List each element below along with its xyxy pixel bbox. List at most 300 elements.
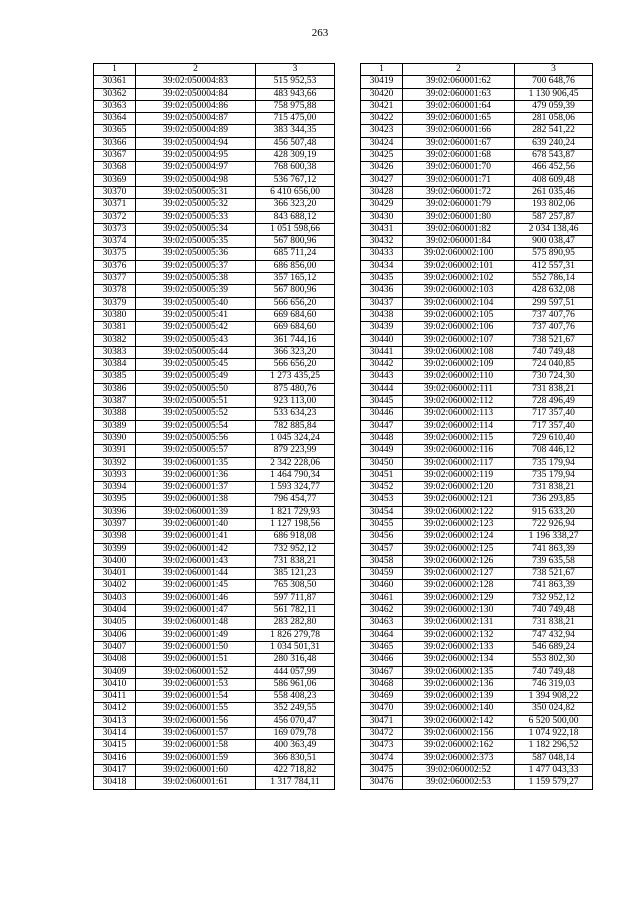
cadastral-number-cell: 39:02:050004:89 (136, 125, 256, 137)
cadastral-value-cell: 299 597,51 (515, 297, 593, 309)
cadastral-number-cell: 39:02:060002:124 (403, 531, 515, 543)
row-number-cell: 30384 (94, 359, 136, 371)
table-row (361, 641, 593, 653)
cadastral-value-cell: 1 196 338,27 (515, 531, 593, 543)
table-row (361, 359, 593, 371)
row-number-cell: 30364 (94, 113, 136, 125)
row-number-cell: 30475 (361, 764, 403, 776)
row-number-cell: 30454 (361, 506, 403, 518)
cadastral-value-cell: 366 323,20 (256, 346, 335, 358)
table-row (94, 445, 335, 457)
row-number-cell: 30446 (361, 408, 403, 420)
cadastral-number-cell: 39:02:050005:56 (136, 432, 256, 444)
row-number-cell: 30444 (361, 383, 403, 395)
cadastral-value-cell: 280 316,48 (256, 654, 335, 666)
row-number-cell: 30474 (361, 752, 403, 764)
cadastral-value-cell: 366 830,51 (256, 752, 335, 764)
row-number-cell: 30422 (361, 113, 403, 125)
row-number-cell: 30418 (94, 777, 136, 789)
cadastral-number-cell: 39:02:060001:36 (136, 469, 256, 481)
cadastral-value-cell: 1 477 043,33 (515, 764, 593, 776)
table-row (361, 777, 593, 789)
table-row (94, 420, 335, 432)
table-row (94, 777, 335, 789)
cadastral-number-cell: 39:02:060002:107 (403, 334, 515, 346)
table-row (361, 88, 593, 100)
table-row (361, 371, 593, 383)
cadastral-value-cell: 281 058,06 (515, 113, 593, 125)
cadastral-number-cell: 39:02:060001:41 (136, 531, 256, 543)
column-header-number: 1 (94, 64, 136, 76)
cadastral-number-cell: 39:02:060002:136 (403, 678, 515, 690)
cadastral-number-cell: 39:02:050004:86 (136, 100, 256, 112)
cadastral-number-cell: 39:02:060002:135 (403, 666, 515, 678)
cadastral-number-cell: 39:02:050005:36 (136, 248, 256, 260)
row-number-cell: 30445 (361, 396, 403, 408)
cadastral-value-cell: 736 293,85 (515, 494, 593, 506)
cadastral-value-cell: 385 121,23 (256, 568, 335, 580)
table-row (361, 666, 593, 678)
cadastral-value-cell: 366 323,20 (256, 199, 335, 211)
cadastral-number-cell: 39:02:050005:38 (136, 273, 256, 285)
cadastral-number-cell: 39:02:060001:80 (403, 211, 515, 223)
row-number-cell: 30425 (361, 150, 403, 162)
row-number-cell: 30393 (94, 469, 136, 481)
table-row (94, 580, 335, 592)
table-row (94, 728, 335, 740)
cadastral-number-cell: 39:02:060001:54 (136, 691, 256, 703)
table-row (361, 223, 593, 235)
table-row (361, 248, 593, 260)
cadastral-number-cell: 39:02:050004:98 (136, 174, 256, 186)
cadastral-value-cell: 1 464 790,34 (256, 469, 335, 481)
cadastral-number-cell: 39:02:060002:117 (403, 457, 515, 469)
cadastral-number-cell: 39:02:050005:35 (136, 236, 256, 248)
cadastral-number-cell: 39:02:060001:70 (403, 162, 515, 174)
table-row (94, 113, 335, 125)
cadastral-number-cell: 39:02:060001:62 (403, 76, 515, 88)
cadastral-value-cell: 261 035,46 (515, 186, 593, 198)
row-number-cell: 30362 (94, 88, 136, 100)
table-row (94, 469, 335, 481)
cadastral-value-cell: 361 744,16 (256, 334, 335, 346)
row-number-cell: 30377 (94, 273, 136, 285)
row-number-cell: 30361 (94, 76, 136, 88)
cadastral-value-cell: 923 113,00 (256, 396, 335, 408)
table-row (94, 248, 335, 260)
cadastral-value-cell: 879 223,99 (256, 445, 335, 457)
cadastral-value-cell: 731 838,21 (515, 482, 593, 494)
cadastral-number-cell: 39:02:050005:54 (136, 420, 256, 432)
cadastral-value-cell: 2 342 228,06 (256, 457, 335, 469)
register-table-left (93, 63, 335, 790)
row-number-cell: 30387 (94, 396, 136, 408)
cadastral-number-cell: 39:02:060001:59 (136, 752, 256, 764)
table-row (361, 322, 593, 334)
cadastral-value-cell: 536 767,12 (256, 174, 335, 186)
cadastral-number-cell: 39:02:060002:103 (403, 285, 515, 297)
cadastral-value-cell: 1 317 784,11 (256, 777, 335, 789)
cadastral-value-cell: 730 724,30 (515, 371, 593, 383)
table-row (94, 408, 335, 420)
cadastral-value-cell: 456 070,47 (256, 715, 335, 727)
row-number-cell: 30375 (94, 248, 136, 260)
page-number: 263 (311, 27, 329, 39)
row-number-cell: 30431 (361, 223, 403, 235)
cadastral-number-cell: 39:02:060001:82 (403, 223, 515, 235)
table-row (361, 383, 593, 395)
cadastral-number-cell: 39:02:050005:45 (136, 359, 256, 371)
cadastral-value-cell: 732 952,12 (256, 543, 335, 555)
row-number-cell: 30429 (361, 199, 403, 211)
row-number-cell: 30367 (94, 150, 136, 162)
cadastral-value-cell: 731 838,21 (515, 383, 593, 395)
row-number-cell: 30383 (94, 346, 136, 358)
table-row (361, 740, 593, 752)
cadastral-value-cell: 587 048,14 (515, 752, 593, 764)
row-number-cell: 30435 (361, 273, 403, 285)
cadastral-value-cell: 422 718,82 (256, 764, 335, 776)
row-number-cell: 30396 (94, 506, 136, 518)
cadastral-number-cell: 39:02:060002:156 (403, 728, 515, 740)
table-row (361, 432, 593, 444)
register-table-right (360, 63, 593, 790)
table-row (94, 359, 335, 371)
cadastral-number-cell: 39:02:050004:95 (136, 150, 256, 162)
cadastral-value-cell: 708 446,12 (515, 445, 593, 457)
cadastral-number-cell: 39:02:050005:40 (136, 297, 256, 309)
table-row (361, 76, 593, 88)
column-header-value: 3 (256, 64, 335, 76)
cadastral-number-cell: 39:02:050005:44 (136, 346, 256, 358)
cadastral-value-cell: 731 838,21 (256, 555, 335, 567)
cadastral-value-cell: 408 609,48 (515, 174, 593, 186)
table-row (94, 641, 335, 653)
cadastral-number-cell: 39:02:060002:132 (403, 629, 515, 641)
cadastral-value-cell: 735 179,94 (515, 469, 593, 481)
cadastral-value-cell: 717 357,40 (515, 408, 593, 420)
cadastral-number-cell: 39:02:060001:47 (136, 605, 256, 617)
table-row (94, 346, 335, 358)
cadastral-number-cell: 39:02:050005:37 (136, 260, 256, 272)
row-number-cell: 30378 (94, 285, 136, 297)
cadastral-value-cell: 715 475,00 (256, 113, 335, 125)
table-row (94, 309, 335, 321)
cadastral-number-cell: 39:02:060002:116 (403, 445, 515, 457)
table-row (361, 728, 593, 740)
cadastral-value-cell: 1 045 324,24 (256, 432, 335, 444)
cadastral-value-cell: 737 407,76 (515, 322, 593, 334)
cadastral-number-cell: 39:02:060001:42 (136, 543, 256, 555)
cadastral-number-cell: 39:02:060002:162 (403, 740, 515, 752)
cadastral-number-cell: 39:02:060002:134 (403, 654, 515, 666)
table-row (94, 568, 335, 580)
table-row (94, 740, 335, 752)
cadastral-number-cell: 39:02:050005:34 (136, 223, 256, 235)
row-number-cell: 30471 (361, 715, 403, 727)
table-row (94, 592, 335, 604)
cadastral-number-cell: 39:02:060001:72 (403, 186, 515, 198)
cadastral-number-cell: 39:02:050004:97 (136, 162, 256, 174)
table-row (361, 396, 593, 408)
row-number-cell: 30410 (94, 678, 136, 690)
cadastral-value-cell: 900 038,47 (515, 236, 593, 248)
row-number-cell: 30420 (361, 88, 403, 100)
cadastral-value-cell: 553 802,30 (515, 654, 593, 666)
cadastral-value-cell: 567 800,96 (256, 285, 335, 297)
cadastral-value-cell: 1 127 198,56 (256, 518, 335, 530)
table-row (361, 408, 593, 420)
row-number-cell: 30443 (361, 371, 403, 383)
cadastral-number-cell: 39:02:050005:57 (136, 445, 256, 457)
cadastral-number-cell: 39:02:060001:43 (136, 555, 256, 567)
row-number-cell: 30404 (94, 605, 136, 617)
cadastral-value-cell: 722 926,94 (515, 518, 593, 530)
row-number-cell: 30476 (361, 777, 403, 789)
cadastral-number-cell: 39:02:060001:71 (403, 174, 515, 186)
cadastral-number-cell: 39:02:060002:111 (403, 383, 515, 395)
table-row (361, 162, 593, 174)
cadastral-number-cell: 39:02:060002:133 (403, 641, 515, 653)
row-number-cell: 30397 (94, 518, 136, 530)
table-row (361, 334, 593, 346)
cadastral-number-cell: 39:02:050005:32 (136, 199, 256, 211)
cadastral-value-cell: 1 182 296,52 (515, 740, 593, 752)
table-row (361, 174, 593, 186)
cadastral-number-cell: 39:02:060002:140 (403, 703, 515, 715)
table-row (361, 260, 593, 272)
row-number-cell: 30400 (94, 555, 136, 567)
row-number-cell: 30469 (361, 691, 403, 703)
cadastral-number-cell: 39:02:050005:41 (136, 309, 256, 321)
row-number-cell: 30449 (361, 445, 403, 457)
cadastral-value-cell: 686 918,08 (256, 531, 335, 543)
cadastral-number-cell: 39:02:060002:119 (403, 469, 515, 481)
cadastral-value-cell: 1 273 435,25 (256, 371, 335, 383)
table-row (361, 629, 593, 641)
row-number-cell: 30371 (94, 199, 136, 211)
cadastral-number-cell: 39:02:060002:130 (403, 605, 515, 617)
table-row (94, 494, 335, 506)
cadastral-value-cell: 728 496,49 (515, 396, 593, 408)
table-row (94, 150, 335, 162)
row-number-cell: 30412 (94, 703, 136, 715)
table-row (94, 199, 335, 211)
row-number-cell: 30419 (361, 76, 403, 88)
cadastral-number-cell: 39:02:060002:114 (403, 420, 515, 432)
cadastral-number-cell: 39:02:060001:65 (403, 113, 515, 125)
table-row (361, 113, 593, 125)
row-number-cell: 30451 (361, 469, 403, 481)
cadastral-value-cell: 738 521,67 (515, 568, 593, 580)
cadastral-number-cell: 39:02:060002:129 (403, 592, 515, 604)
cadastral-number-cell: 39:02:060001:45 (136, 580, 256, 592)
table-row (361, 297, 593, 309)
cadastral-number-cell: 39:02:050005:52 (136, 408, 256, 420)
table-row (94, 555, 335, 567)
column-header-number: 1 (361, 64, 403, 76)
cadastral-number-cell: 39:02:060001:44 (136, 568, 256, 580)
cadastral-number-cell: 39:02:050005:31 (136, 186, 256, 198)
row-number-cell: 30380 (94, 309, 136, 321)
cadastral-value-cell: 533 634,23 (256, 408, 335, 420)
cadastral-value-cell: 6 520 500,00 (515, 715, 593, 727)
row-number-cell: 30407 (94, 641, 136, 653)
row-number-cell: 30372 (94, 211, 136, 223)
row-number-cell: 30433 (361, 248, 403, 260)
table-row (94, 703, 335, 715)
cadastral-value-cell: 552 786,14 (515, 273, 593, 285)
cadastral-number-cell: 39:02:060002:109 (403, 359, 515, 371)
table-row (94, 322, 335, 334)
table-row (94, 223, 335, 235)
cadastral-number-cell: 39:02:060002:105 (403, 309, 515, 321)
cadastral-value-cell: 1 159 579,27 (515, 777, 593, 789)
row-number-cell: 30439 (361, 322, 403, 334)
cadastral-value-cell: 428 632,08 (515, 285, 593, 297)
cadastral-value-cell: 1 074 922,18 (515, 728, 593, 740)
cadastral-number-cell: 39:02:060001:50 (136, 641, 256, 653)
cadastral-number-cell: 39:02:060002:120 (403, 482, 515, 494)
cadastral-number-cell: 39:02:060001:39 (136, 506, 256, 518)
cadastral-number-cell: 39:02:060001:84 (403, 236, 515, 248)
row-number-cell: 30434 (361, 260, 403, 272)
cadastral-value-cell: 352 249,55 (256, 703, 335, 715)
row-number-cell: 30457 (361, 543, 403, 555)
row-number-cell: 30456 (361, 531, 403, 543)
cadastral-number-cell: 39:02:060001:37 (136, 482, 256, 494)
cadastral-value-cell: 566 656,20 (256, 359, 335, 371)
cadastral-number-cell: 39:02:060002:106 (403, 322, 515, 334)
row-number-cell: 30414 (94, 728, 136, 740)
table-row (94, 482, 335, 494)
table-row (94, 666, 335, 678)
cadastral-value-cell: 283 282,80 (256, 617, 335, 629)
row-number-cell: 30405 (94, 617, 136, 629)
column-header-cadastral: 2 (403, 64, 515, 76)
row-number-cell: 30388 (94, 408, 136, 420)
table-row (94, 654, 335, 666)
cadastral-number-cell: 39:02:060002:128 (403, 580, 515, 592)
cadastral-number-cell: 39:02:060002:131 (403, 617, 515, 629)
row-number-cell: 30390 (94, 432, 136, 444)
cadastral-value-cell: 1 826 279,78 (256, 629, 335, 641)
cadastral-number-cell: 39:02:060002:110 (403, 371, 515, 383)
table-row (94, 383, 335, 395)
table-row (94, 371, 335, 383)
row-number-cell: 30366 (94, 137, 136, 149)
cadastral-number-cell: 39:02:060001:46 (136, 592, 256, 604)
cadastral-value-cell: 357 165,12 (256, 273, 335, 285)
table-row (94, 678, 335, 690)
table-row (361, 199, 593, 211)
table-row (94, 715, 335, 727)
table-row (94, 506, 335, 518)
table-row (361, 285, 593, 297)
row-number-cell: 30389 (94, 420, 136, 432)
row-number-cell: 30472 (361, 728, 403, 740)
cadastral-number-cell: 39:02:060002:373 (403, 752, 515, 764)
cadastral-number-cell: 39:02:060001:57 (136, 728, 256, 740)
column-header-cadastral: 2 (136, 64, 256, 76)
row-number-cell: 30423 (361, 125, 403, 137)
cadastral-value-cell: 639 240,24 (515, 137, 593, 149)
cadastral-value-cell: 669 684,60 (256, 322, 335, 334)
cadastral-value-cell: 765 308,50 (256, 580, 335, 592)
table-row (94, 174, 335, 186)
cadastral-number-cell: 39:02:060002:139 (403, 691, 515, 703)
table-row (361, 691, 593, 703)
row-number-cell: 30415 (94, 740, 136, 752)
row-number-cell: 30391 (94, 445, 136, 457)
table-row (361, 482, 593, 494)
table-row (361, 580, 593, 592)
cadastral-number-cell: 39:02:060001:66 (403, 125, 515, 137)
cadastral-number-cell: 39:02:060001:40 (136, 518, 256, 530)
row-number-cell: 30473 (361, 740, 403, 752)
row-number-cell: 30379 (94, 297, 136, 309)
row-number-cell: 30448 (361, 432, 403, 444)
table-row (361, 555, 593, 567)
table-row (94, 543, 335, 555)
cadastral-value-cell: 558 408,23 (256, 691, 335, 703)
cadastral-value-cell: 731 838,21 (515, 617, 593, 629)
cadastral-number-cell: 39:02:050004:94 (136, 137, 256, 149)
row-number-cell: 30368 (94, 162, 136, 174)
cadastral-number-cell: 39:02:060001:79 (403, 199, 515, 211)
cadastral-number-cell: 39:02:060001:58 (136, 740, 256, 752)
cadastral-number-cell: 39:02:050005:50 (136, 383, 256, 395)
cadastral-value-cell: 1 130 906,45 (515, 88, 593, 100)
row-number-cell: 30399 (94, 543, 136, 555)
cadastral-value-cell: 768 600,38 (256, 162, 335, 174)
table-row (361, 568, 593, 580)
table-row (94, 236, 335, 248)
row-number-cell: 30459 (361, 568, 403, 580)
table-row (361, 678, 593, 690)
cadastral-number-cell: 39:02:060002:108 (403, 346, 515, 358)
row-number-cell: 30370 (94, 186, 136, 198)
table-row (94, 88, 335, 100)
table-row (361, 457, 593, 469)
row-number-cell: 30468 (361, 678, 403, 690)
cadastral-number-cell: 39:02:060001:52 (136, 666, 256, 678)
table-row (361, 346, 593, 358)
table-row (361, 654, 593, 666)
table-row (361, 125, 593, 137)
cadastral-number-cell: 39:02:060002:53 (403, 777, 515, 789)
table-row (361, 531, 593, 543)
row-number-cell: 30438 (361, 309, 403, 321)
cadastral-number-cell: 39:02:060002:126 (403, 555, 515, 567)
table-row (94, 76, 335, 88)
table-row (361, 764, 593, 776)
cadastral-value-cell: 586 961,06 (256, 678, 335, 690)
cadastral-number-cell: 39:02:060001:60 (136, 764, 256, 776)
row-number-cell: 30381 (94, 322, 136, 334)
cadastral-number-cell: 39:02:060002:104 (403, 297, 515, 309)
row-number-cell: 30406 (94, 629, 136, 641)
cadastral-number-cell: 39:02:060001:68 (403, 150, 515, 162)
row-number-cell: 30462 (361, 605, 403, 617)
table-row (94, 457, 335, 469)
row-number-cell: 30421 (361, 100, 403, 112)
row-number-cell: 30464 (361, 629, 403, 641)
cadastral-value-cell: 1 394 908,22 (515, 691, 593, 703)
cadastral-value-cell: 282 541,22 (515, 125, 593, 137)
row-number-cell: 30470 (361, 703, 403, 715)
cadastral-number-cell: 39:02:060002:127 (403, 568, 515, 580)
